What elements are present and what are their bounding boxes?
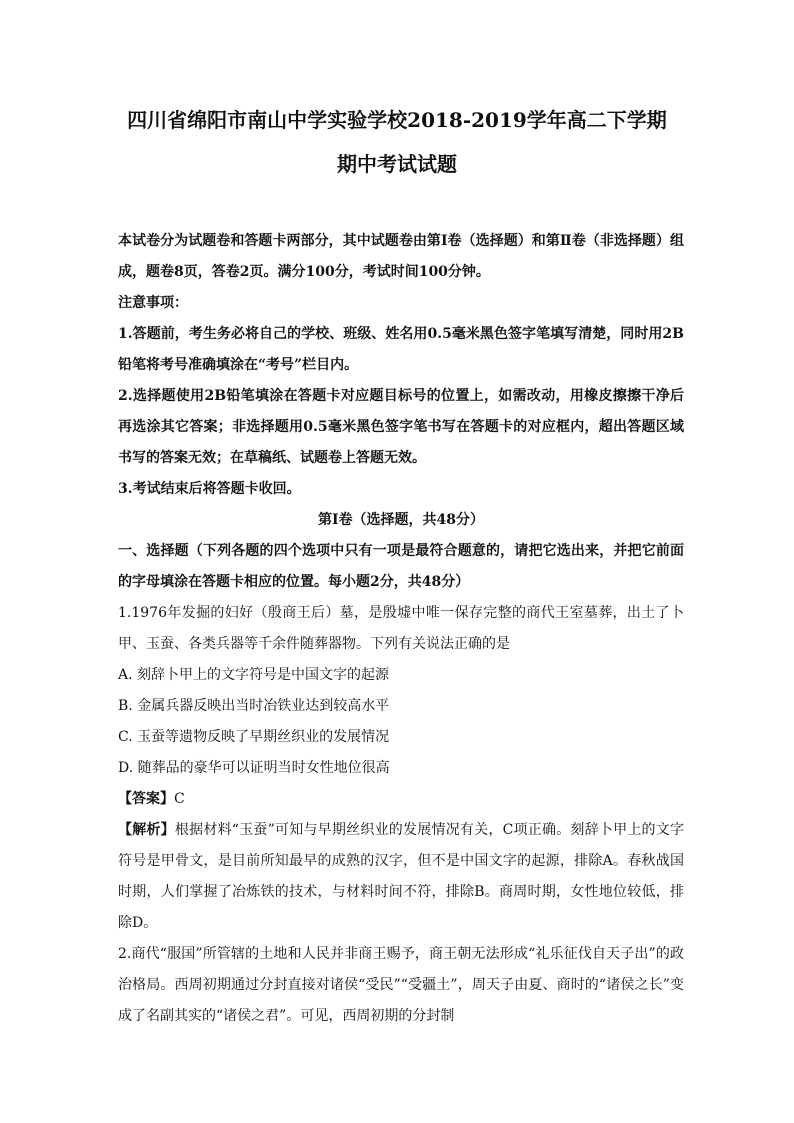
question-1-analysis	[118, 815, 684, 939]
answer-value: C	[174, 791, 185, 807]
question-1-answer	[118, 784, 684, 815]
notice-item-2: 2.选择题使用2B铅笔填涂在答题卡对应题目标号的位置上，如需改动，用橡皮擦擦干净后再选涂其它答案；非选择题用0.5毫米黑色签字笔书写在答题卡的对应框内，超出答题区域书写的答案无效；在草稿纸、试题卷上答题无效。	[118, 388, 684, 466]
document-subtitle: 期中考试试题	[337, 152, 457, 176]
question-1-option-a: A. 刻辞卜甲上的文字符号是中国文字的起源	[118, 667, 390, 683]
question-1-option-d: D. 随葬品的豪华可以证明当时女性地位很高	[118, 760, 390, 776]
question-2-stem: 2.商代“服国”所管辖的土地和人民并非商王赐予，商王朝无法形成“礼乐征伐自天子出”的政治格局。西周初期通过分封直接对诸侯“受民”“受疆土”，周天子由夏、商时的“诸侯之长”变成了名副其实的“诸侯之君”。可见，西周初期的分封制	[118, 946, 684, 1024]
section-instruction: 一、选择题（下列各题的四个选项中只有一项是最符合题意的，请把它选出来，并把它前面的字母填涂在答题卡相应的位置。每小题2分，共48分）	[118, 543, 684, 590]
document-title: 四川省绵阳市南山中学实验学校2018-2019学年高二下学期	[127, 108, 667, 132]
notice-heading: 注意事项：	[118, 295, 188, 311]
notice-item-3: 3.考试结束后将答题卡收回。	[118, 481, 301, 497]
analysis-text: 根据材料“玉蚕”可知与早期丝织业的发展情况有关，C项正确。刻辞卜甲上的文字符号是甲骨文，是目前所知最早的成熟的汉字，但不是中国文字的起源，排除A。春秋战国时期，人们掌握了冶炼铁的技术，与材料时间不符，排除B。商周时期，女性地位较低，排除D。	[118, 822, 685, 931]
question-1-option-c: C. 玉蚕等遗物反映了早期丝织业的发展情况	[118, 729, 390, 745]
intro-paragraph: 本试卷分为试题卷和答题卡两部分，其中试题卷由第Ⅰ卷（选择题）和第Ⅱ卷（非选择题）组成，题卷8页，答卷2页。满分100分，考试时间100分钟。	[118, 233, 684, 280]
analysis-label: 【解析】	[118, 822, 175, 838]
section-heading: 第Ⅰ卷（选择题，共48分）	[317, 512, 485, 528]
question-1-option-b: B. 金属兵器反映出当时冶铁业达到较高水平	[118, 698, 390, 714]
notice-item-1: 1.答题前，考生务必将自己的学校、班级、姓名用0.5毫米黑色签字笔填写清楚，同时用2B铅笔将考号准确填涂在“考号”栏目内。	[118, 326, 684, 373]
question-1-stem: 1.1976年发掘的妇好（殷商王后）墓，是殷墟中唯一保存完整的商代王室墓葬，出土了卜甲、玉蚕、各类兵器等千余件随葬器物。下列有关说法正确的是	[118, 605, 684, 652]
answer-label: 【答案】	[118, 791, 174, 807]
document-body	[118, 226, 684, 1032]
